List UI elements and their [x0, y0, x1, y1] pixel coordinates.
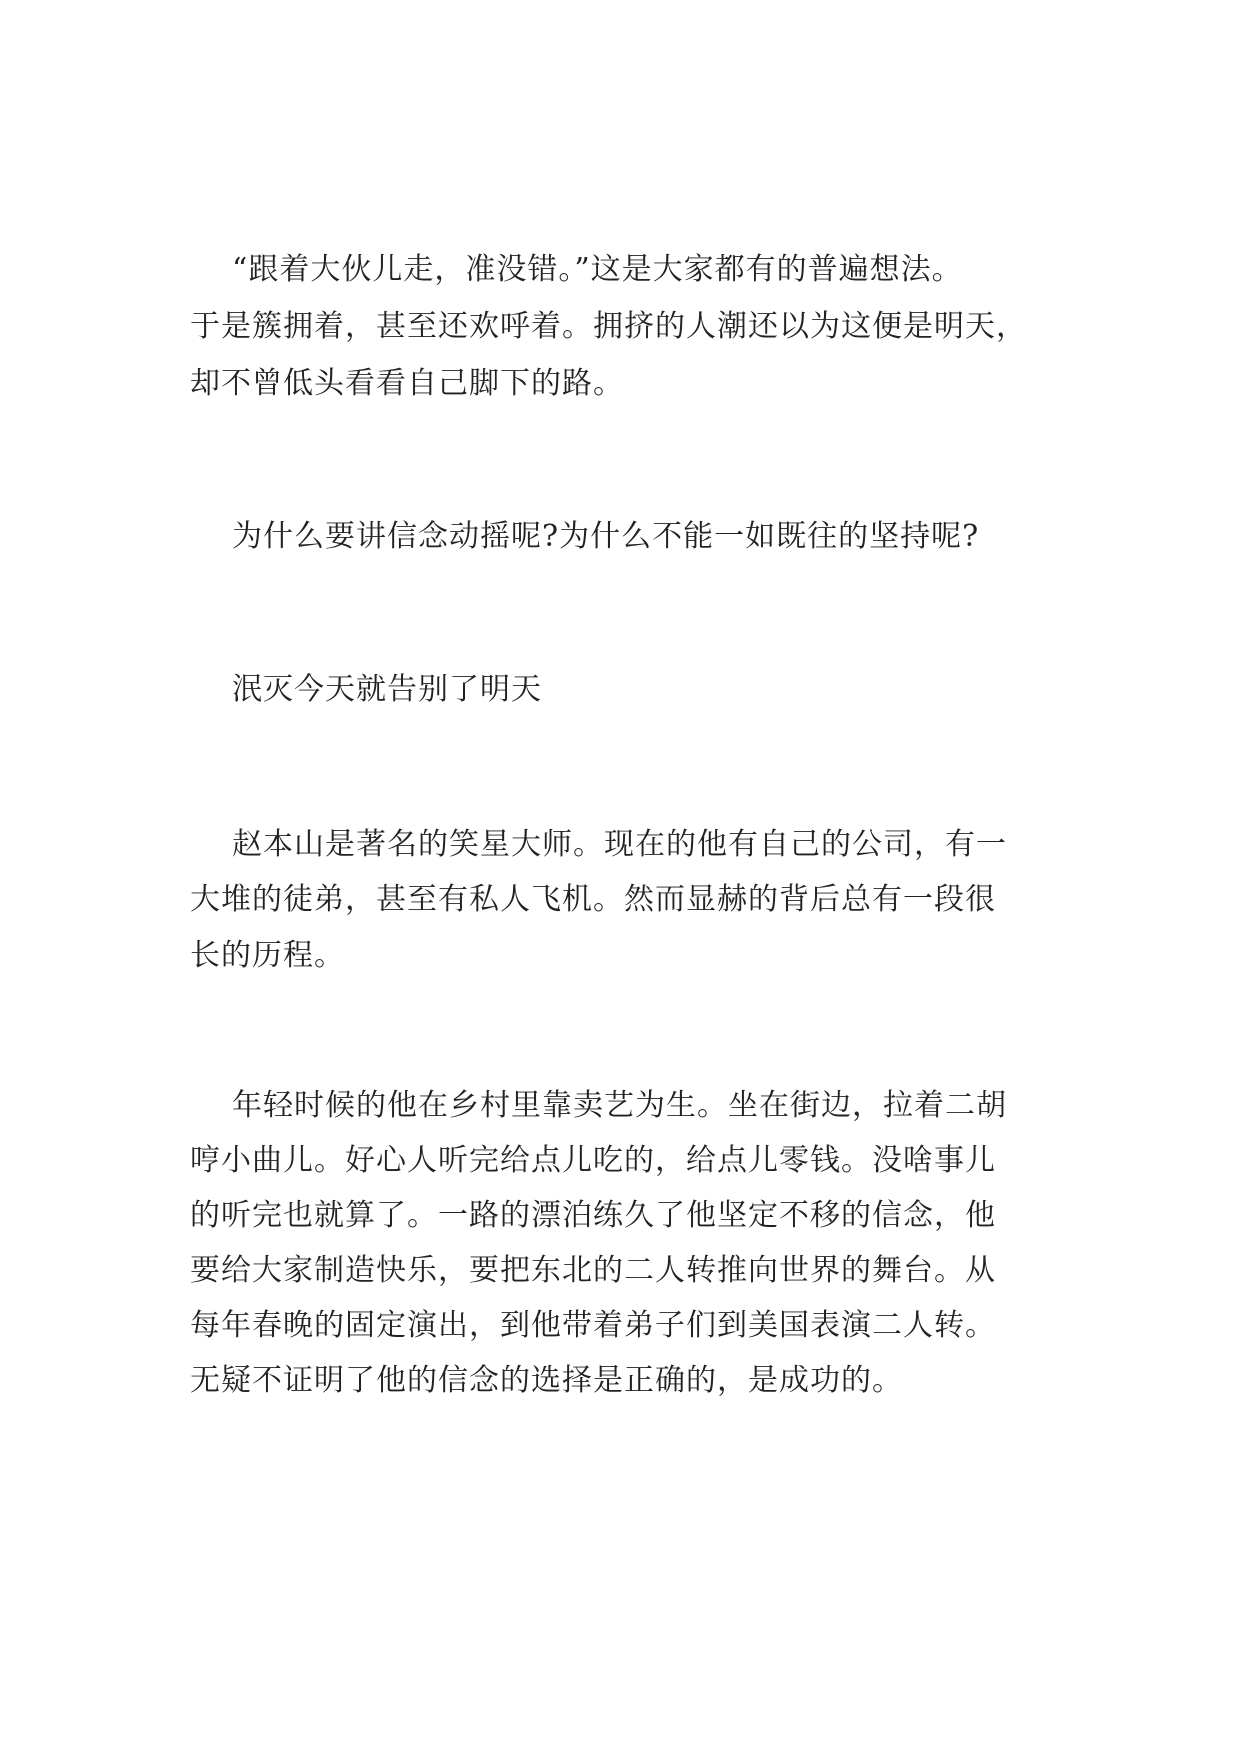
paragraph-4-line-3: 长的历程。: [190, 938, 345, 973]
paragraph-5-line-1: 年轻时候的他在乡村里靠卖艺为生。坐在街边，拉着二胡: [232, 1088, 1007, 1123]
paragraph-4-line-2: 大堆的徒弟，甚至有私人飞机。然而显赫的背后总有一段很: [190, 882, 996, 917]
paragraph-4-line-1: 赵本山是著名的笑星大师。现在的他有自己的公司，有一: [232, 827, 1007, 862]
paragraph-5-line-5: 每年春晚的固定演出，到他带着弟子们到美国表演二人转。: [190, 1308, 996, 1343]
paragraph-5-line-2: 哼小曲儿。好心人听完给点儿吃的，给点儿零钱。没啥事儿: [190, 1143, 996, 1178]
paragraph-1-line-1: “跟着大伙儿走，准没错。”这是大家都有的普遍想法。: [232, 252, 963, 287]
paragraph-1-line-2: 于是簇拥着，甚至还欢呼着。拥挤的人潮还以为这便是明天，: [190, 309, 1027, 344]
paragraph-3-line-1: 泯灭今天就告别了明天: [232, 672, 542, 707]
paragraph-5-line-6: 无疑不证明了他的信念的选择是正确的，是成功的。: [190, 1363, 903, 1398]
paragraph-1-line-3: 却不曾低头看看自己脚下的路。: [190, 366, 624, 401]
paragraph-5-line-3: 的听完也就算了。一路的漂泊练久了他坚定不移的信念，他: [190, 1198, 996, 1233]
paragraph-2-line-1: 为什么要讲信念动摇呢?为什么不能一如既往的坚持呢?: [232, 519, 980, 554]
paragraph-5-line-4: 要给大家制造快乐，要把东北的二人转推向世界的舞台。从: [190, 1253, 996, 1288]
